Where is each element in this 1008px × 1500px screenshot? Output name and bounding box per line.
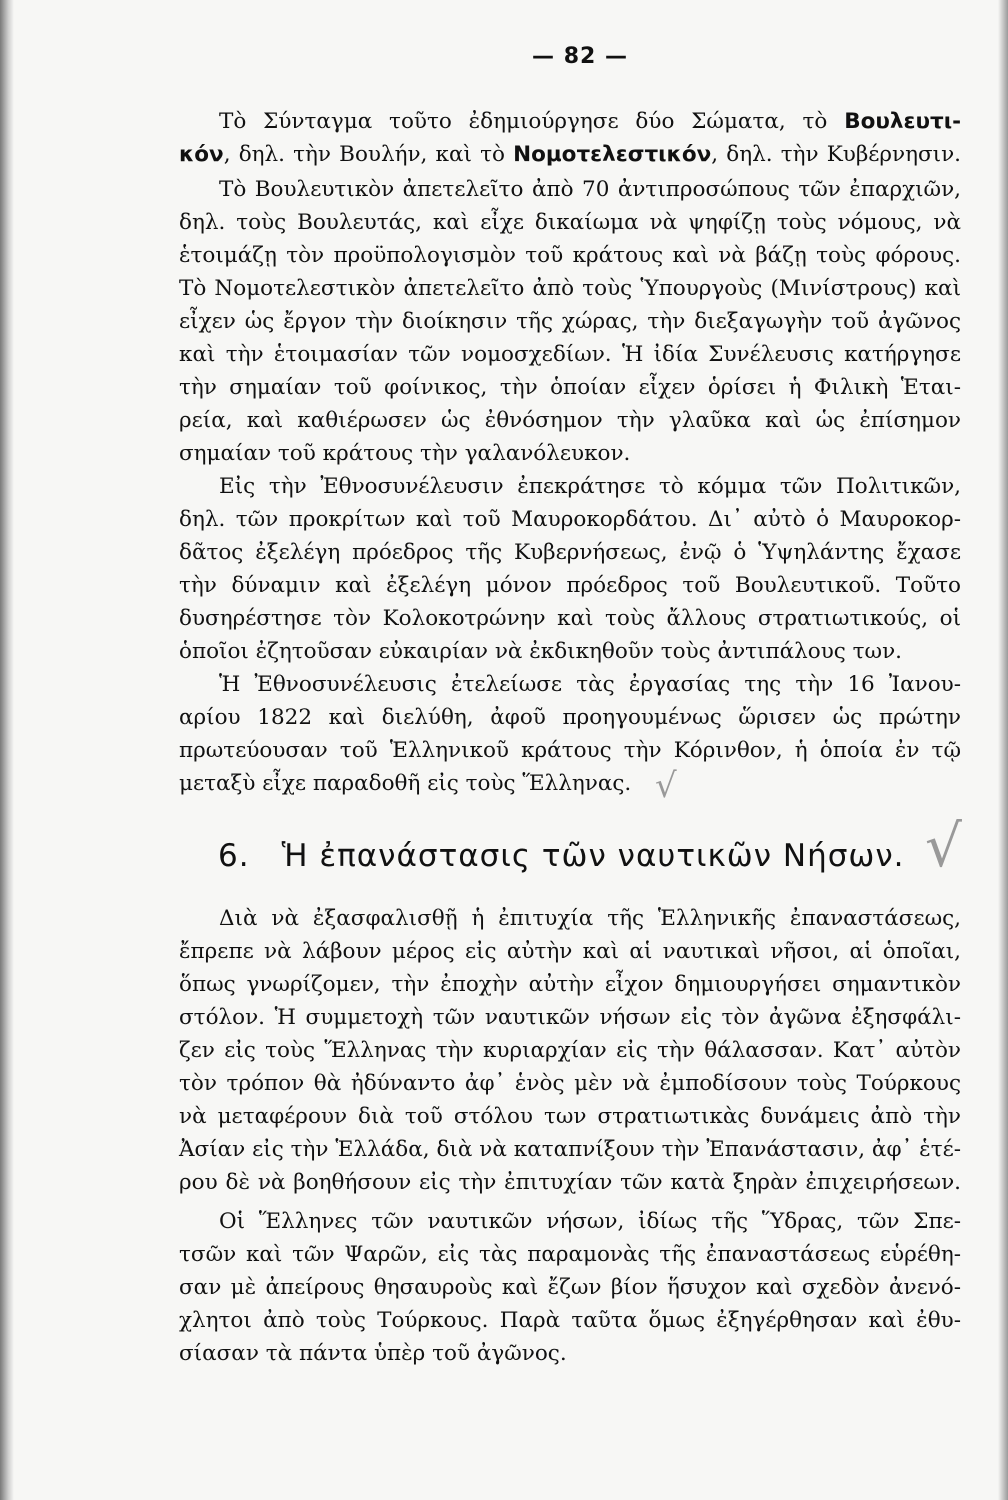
text-line: χλητοι ἀπὸ τοὺς Τούρκους. Παρὰ ταῦτα ὅμως ἐξηγέρθησαν καὶ ἐθυ- [179, 1308, 961, 1333]
text-line: Τὸ Νομοτελεστικὸν ἀπετελεῖτο ἀπὸ τοὺς Ὑπουργοὺς (Μινίστρους) καὶ [179, 276, 961, 301]
text-line: σημαίαν τοῦ κράτους τὴν γαλανόλευκον. [179, 441, 631, 466]
text-line: ἑτοιμάζῃ τὸν προϋπολογισμὸν τοῦ κράτους καὶ νὰ βάζῃ τοὺς φόρους. [179, 243, 961, 268]
text-line: τὴν δύναμιν καὶ ἐξελέγη μόνον πρόεδρος τοῦ Βουλευτικοῦ. Τοῦτο [179, 573, 961, 598]
text-line: Οἱ Ἕλληνες τῶν ναυτικῶν νήσων, ἰδίως τῆς Ὕδρας, τῶν Σπε- [219, 1209, 961, 1234]
text-line: Τὸ Βουλευτικὸν ἀπετελεῖτο ἀπὸ 70 ἀντιπροσώπους τῶν ἐπαρχιῶν, [219, 177, 961, 202]
pencil-check-mark-icon: √ [655, 766, 677, 806]
text-line: Ἀσίαν εἰς τὴν Ἑλλάδα, διὰ νὰ καταπνίξουν τὴν Ἐπανάστασιν, ἀφ᾿ ἑτέ- [179, 1137, 961, 1162]
text-line: Διὰ νὰ ἐξασφαλισθῇ ἡ ἐπιτυχία τῆς Ἑλληνικῆς ἐπαναστάσεως, [219, 906, 961, 931]
text-line: ρου δὲ νὰ βοηθήσουν εἰς τὴν ἐπιτυχίαν τῶν κατὰ ξηρὰν ἐπιχειρήσεων. [179, 1170, 961, 1195]
text-line: σίασαν τὰ πάντα ὑπὲρ τοῦ ἀγῶνος. [179, 1341, 567, 1366]
pencil-check-mark-icon: √ [925, 812, 962, 880]
text-line: ὅπως γνωρίζομεν, τὴν ἐποχὴν αὐτὴν εἶχον δημιουργήσει σημαντικὸν [179, 972, 961, 997]
section-number: 6. [218, 838, 250, 874]
section-title: Ἡ ἐπανάστασις τῶν ναυτικῶν Νήσων. [281, 838, 905, 874]
text-line: τσῶν καὶ τῶν Ψαρῶν, εἰς τὰς παραμονὰς τῆς ἐπαναστάσεως εὑρέθη- [179, 1242, 961, 1267]
text-line: ὁποῖοι ἐζητοῦσαν εὐκαιρίαν νὰ ἐκδικηθοῦν τοὺς ἀντιπάλους των. [179, 639, 902, 664]
text-line: κόν, δηλ. τὴν Βουλήν, καὶ τὸ Νομοτελεστικόν, δηλ. τὴν Κυβέρνησιν. [179, 142, 961, 167]
text-line: μεταξὺ εἶχε παραδοθῆ εἰς τοὺς Ἕλληνας. [179, 771, 632, 796]
text-line: αρίου 1822 καὶ διελύθη, ἀφοῦ προηγουμένως ὥρισεν ὡς πρώτην [179, 705, 961, 730]
text-line: νὰ μεταφέρουν διὰ τοῦ στόλου των στρατιωτικὰς δυνάμεις ἀπὸ τὴν [179, 1104, 961, 1129]
page-right-edge-shadow [998, 0, 1008, 1500]
text-line: δᾶτος ἐξελέγη πρόεδρος τῆς Κυβερνήσεως, ἐνῷ ὁ Ὑψηλάντης ἔχασε [179, 540, 961, 565]
text-line: στόλον. Ἡ συμμετοχὴ τῶν ναυτικῶν νήσων εἰς τὸν ἀγῶνα ἐξησφάλι- [179, 1005, 961, 1030]
text-line: δηλ. τοὺς Βουλευτάς, καὶ εἶχε δικαίωμα νὰ ψηφίζῃ τοὺς νόμους, νὰ [179, 210, 961, 235]
page-number: — 82 — [532, 44, 628, 69]
section-heading [218, 838, 905, 874]
text-line: Εἰς τὴν Ἐθνοσυνέλευσιν ἐπεκράτησε τὸ κόμμα τῶν Πολιτικῶν, [219, 474, 961, 499]
text-line: ἔπρεπε νὰ λάβουν μέρος εἰς αὐτὴν καὶ αἱ ναυτικαὶ νῆσοι, αἱ ὁποῖαι, [179, 939, 961, 964]
text-line: Τὸ Σύνταγμα τοῦτο ἐδημιούργησε δύο Σώματα, τὸ Βουλευτι- [219, 109, 961, 134]
page-left-edge-shadow [0, 0, 14, 1500]
text-line: τὴν σημαίαν τοῦ φοίνικος, τὴν ὁποίαν εἶχεν ὁρίσει ἡ Φιλικὴ Ἑται- [179, 375, 961, 400]
text-line: ρεία, καὶ καθιέρωσεν ὡς ἐθνόσημον τὴν γλαῦκα καὶ ὡς ἐπίσημον [179, 408, 961, 433]
text-line: καὶ τὴν ἑτοιμασίαν τῶν νομοσχεδίων. Ἡ ἰδία Συνέλευσις κατήργησε [179, 342, 961, 367]
text-line: εἶχεν ὡς ἔργον τὴν διοίκησιν τῆς χώρας, τὴν διεξαγωγὴν τοῦ ἀγῶνος [179, 309, 961, 334]
text-line: τὸν τρόπον θὰ ἠδύναντο ἀφ᾿ ἑνὸς μὲν νὰ ἐμποδίσουν τοὺς Τούρκους [179, 1071, 961, 1096]
text-line: ζεν εἰς τοὺς Ἕλληνας τὴν κυριαρχίαν εἰς τὴν θάλασσαν. Κατ᾿ αὐτὸν [179, 1038, 961, 1063]
text-line: Ἡ Ἐθνοσυνέλευσις ἐτελείωσε τὰς ἐργασίας της τὴν 16 Ἰανου- [219, 672, 961, 697]
text-line: πρωτεύουσαν τοῦ Ἑλληνικοῦ κράτους τὴν Κόρινθον, ἡ ὁποία ἐν τῷ [179, 738, 961, 763]
text-line: δυσηρέστησε τὸν Κολοκοτρώνην καὶ τοὺς ἄλλους στρατιωτικούς, οἱ [179, 606, 961, 631]
text-line: δηλ. τῶν προκρίτων καὶ τοῦ Μαυροκορδάτου. Δι᾿ αὐτὸ ὁ Μαυροκορ- [179, 507, 961, 532]
text-line: σαν μὲ ἀπείρους θησαυροὺς καὶ ἔζων βίον ἥσυχον καὶ σχεδὸν ἀνενό- [179, 1275, 961, 1300]
